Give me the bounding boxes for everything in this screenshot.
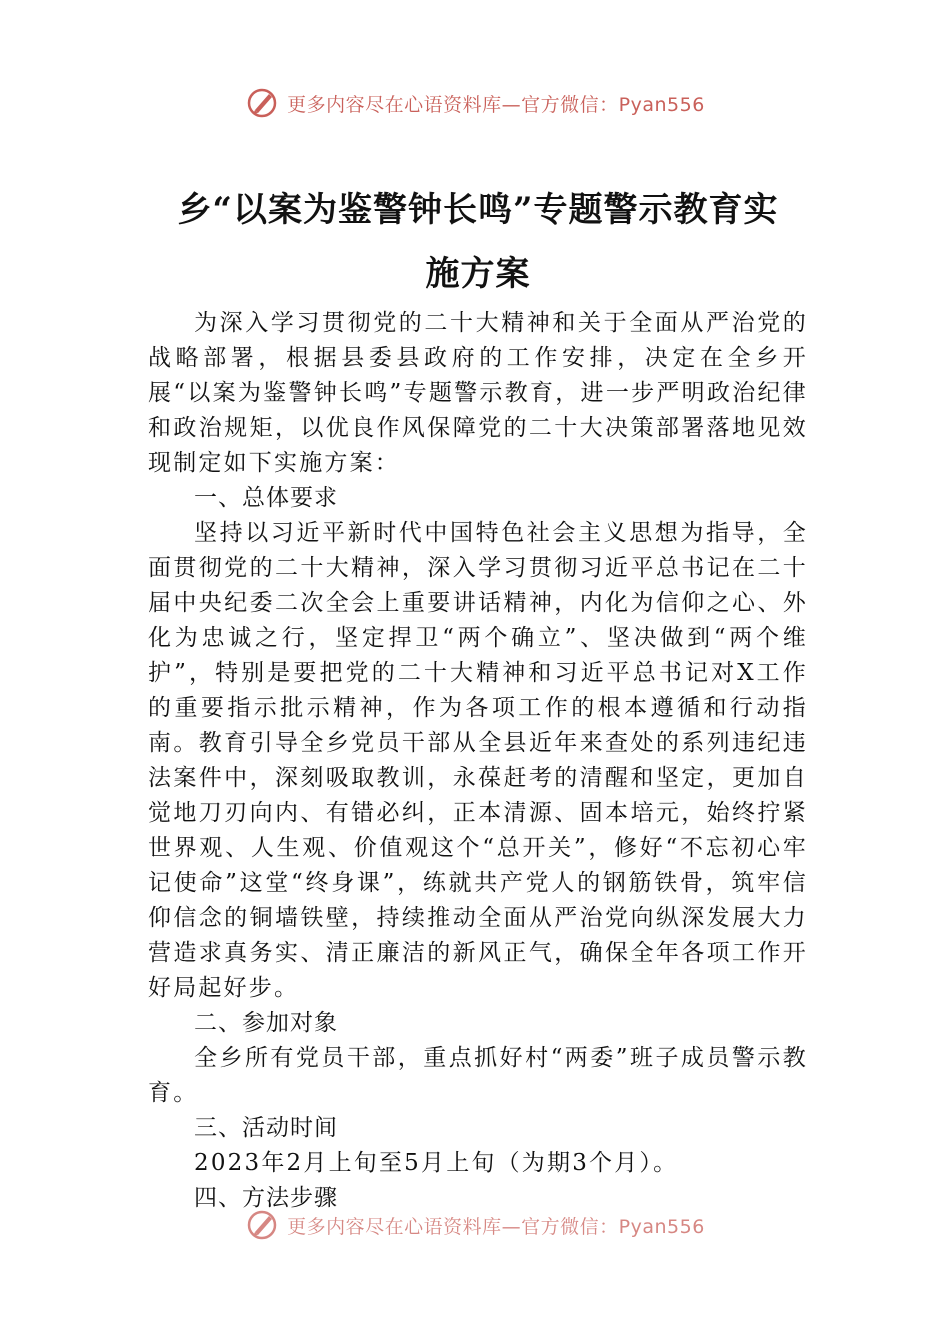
watermark-footer	[0, 1208, 950, 1242]
pen-logo-icon	[245, 86, 279, 120]
section-heading: 三、活动时间	[194, 1115, 338, 1141]
pen-logo-icon	[245, 1208, 279, 1242]
title-line-2: 施方案	[425, 254, 531, 294]
intro-paragraph: 为深入学习贯彻党的二十大精神和关于全面从严治党的战略部署，根据县委县政府的工作安排，决定在全乡开展“以案为鉴警钟长鸣”专题警示教育，进一步严明政治纪律和政治规矩，以优良作风保障党的二十大决策部署落地见效现制定如下实施方案：	[148, 310, 808, 476]
title-line-1: 乡“以案为鉴警钟长鸣”专题警示教育实	[177, 190, 779, 230]
section-heading: 一、总体要求	[194, 485, 338, 511]
section-paragraph: 2023年2月上旬至5月上旬（为期3个月）。	[194, 1150, 679, 1176]
document-body	[148, 178, 808, 1216]
section-heading: 四、方法步骤	[194, 1185, 338, 1211]
watermark-text: 更多内容尽在心语资料库—官方微信：Pyan556	[287, 93, 705, 116]
section-paragraph: 全乡所有党员干部，重点抓好村“两委”班子成员警示教育。	[148, 1045, 808, 1106]
section-heading: 二、参加对象	[194, 1010, 338, 1036]
watermark-header	[0, 86, 950, 120]
watermark-text: 更多内容尽在心语资料库—官方微信：Pyan556	[287, 1215, 705, 1238]
document-title	[134, 178, 822, 306]
section-paragraph: 坚持以习近平新时代中国特色社会主义思想为指导，全面贯彻党的二十大精神，深入学习贯彻习近平总书记在二十届中央纪委二次全会上重要讲话精神，内化为信仰之心、外化为忠诚之行，坚定捍卫“两个确立”、坚决做到“两个维护”，特别是要把党的二十大精神和习近平总书记对X工作的重要指示批示精神，作为各项工作的根本遵循和行动指南。教育引导全乡党员干部从全县近年来查处的系列违纪违法案件中，深刻吸取教训，永葆赶考的清醒和坚定，更加自觉地刀刃向内、有错必纠，正本清源、固本培元，始终拧紧世界观、人生观、价值观这个“总开关”，修好“不忘初心牢记使命”这堂“终身课”，练就共产党人的钢筋铁骨，筑牢信仰信念的铜墙铁壁，持续推动全面从严治党向纵深发展大力营造求真务实、清正廉洁的新风正气，确保全年各项工作开好局起好步。	[148, 520, 808, 1001]
